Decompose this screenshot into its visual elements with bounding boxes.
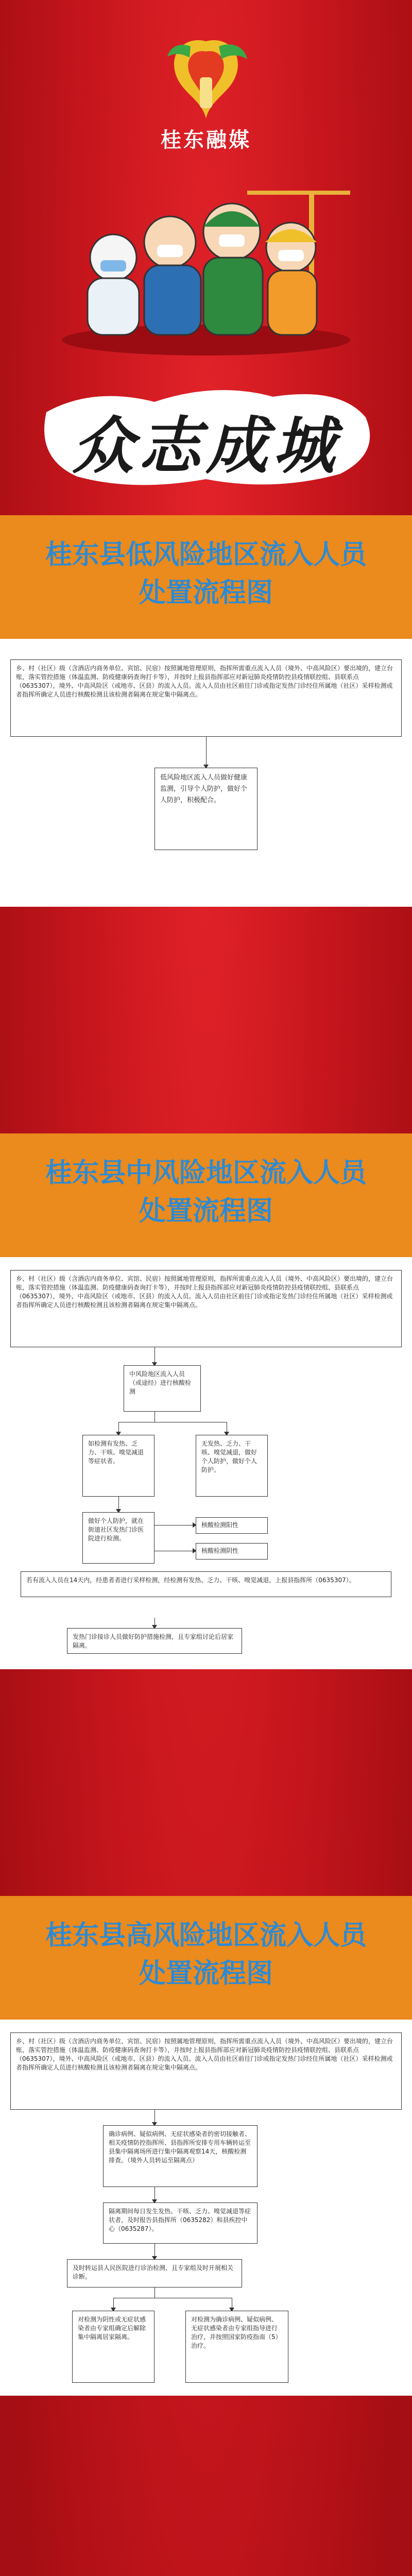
flow-box-report: 若有流入人员在14天内，经患者者进行采样检测，经检测有发热、乏力、干咳、嗅觉减退，上报县指挥所（0635307）。 bbox=[21, 1571, 391, 1597]
section-3-spacer bbox=[0, 2396, 412, 2576]
flow-arrow bbox=[154, 2187, 155, 2202]
section-2-flowchart bbox=[0, 1257, 412, 1618]
flow-connector bbox=[154, 1412, 155, 1422]
flow-arrow bbox=[154, 2244, 155, 2259]
flow-connector bbox=[154, 2287, 155, 2298]
flow-box-right: 无发热、乏力、干咳、嗅觉减退，做好个人防护，做好个人防护。 bbox=[196, 1435, 268, 1497]
section-3-title-line2: 处置流程图 bbox=[139, 1958, 273, 1989]
section-3-header bbox=[0, 1896, 412, 2020]
hero bbox=[0, 0, 412, 515]
flow-box-third: 隔离期间每日发生发热、干咳、乏力、嗅觉减退等症状者，及时报告县指挥所（0635282）和县疾控中心（0635287）。 bbox=[103, 2202, 258, 2244]
slogan: 众志成城 bbox=[72, 410, 340, 482]
flow-arrow bbox=[154, 1347, 155, 1365]
flow-arrow bbox=[154, 1525, 196, 1526]
flow-arrow bbox=[206, 737, 207, 768]
flow-box-left: 对检测为阴性或无症状感染者由专家组确定后解除集中隔离居家隔离。 bbox=[72, 2311, 154, 2383]
brand-name: 桂东融媒 bbox=[161, 128, 251, 152]
flow-box-top: 乡、村（社区）级（含酒店内商务单位、宾馆、民宿）按照属地管理原则，指挥所需重点流入人员（境外、中高风险区）要出境的，建立台账，落实管控措施（体温监测、防疫健康码查询打卡等），并按时上报县指挥部应对新冠肺炎疫情防控县疫情联控组、县联系点（0635307），境外、中高风险区（或地市、区县）的流入人员。流入人员由社区前往门诊或指定发热门诊经住所属地（社区）采样检测或者指挥所确定人员进行核酸检测且该检测者隔离在规定集中隔离点。 bbox=[10, 2032, 402, 2110]
section-1-title-line2: 处置流程图 bbox=[139, 578, 273, 608]
section-2-spacer bbox=[0, 1669, 412, 1896]
section-3-title-line1: 桂东县高风险地区流入人员 bbox=[45, 1920, 367, 1951]
flow-box-fourth: 及时转运县人民医院进行诊治检测，且专家组及时开展相关诊断。 bbox=[67, 2259, 242, 2287]
flow-arrow bbox=[118, 1497, 119, 1512]
flow-box-second: 确诊病例、疑似病例、无症状感染者的密切接触者、相关疫情防控指挥所、县指挥所安排专用车辆转运至县集中隔离场所进行集中隔离观察14天，核酸检测排查。（境外人员转运至隔离点） bbox=[103, 2125, 258, 2187]
flow-box-mid: 中风险地区流入人员（或途经）进行核酸检测 bbox=[124, 1365, 201, 1412]
section-1-header bbox=[0, 515, 412, 639]
flow-box-final: 发热门诊接诊人员做好防护措施检测，且专家组讨论后居家隔离。 bbox=[67, 1628, 242, 1654]
flow-box-right: 对检测为确诊病例、疑似病例、无症状感染者由专家组指导进行治疗，并按照国家防疫指南（5）治疗。 bbox=[185, 2311, 288, 2383]
brand-logo-icon bbox=[129, 31, 283, 129]
flow-arrow bbox=[118, 1422, 119, 1435]
section-2-title-line2: 处置流程图 bbox=[139, 1196, 273, 1227]
section-2-title-line1: 桂东县中风险地区流入人员 bbox=[45, 1158, 367, 1189]
flow-box-second: 低风险地区流入人员做好健康监测，引导个人防护，做好个人防护，积极配合。 bbox=[154, 768, 258, 850]
section-1-flowchart bbox=[0, 639, 412, 907]
flow-arrow bbox=[113, 2298, 114, 2311]
flow-box-positive: 核酸检测阳性 bbox=[196, 1517, 268, 1534]
flow-arrow bbox=[154, 2110, 155, 2125]
section-3-flowchart bbox=[0, 2020, 412, 2396]
flow-arrow bbox=[154, 1618, 155, 1628]
section-1-title-line1: 桂东县低风险地区流入人员 bbox=[45, 539, 367, 570]
section-2-header bbox=[0, 1133, 412, 1257]
medical-workers-illustration bbox=[52, 170, 360, 355]
section-2-flowchart-end bbox=[0, 1618, 412, 1669]
flow-box-lower-left: 做好个人防护，就在街道社区发热门诊医院进行检测。 bbox=[82, 1512, 154, 1564]
flow-box-left: 如检测有发热、乏力、干咳、嗅觉减退等症状者。 bbox=[82, 1435, 154, 1497]
section-1-spacer bbox=[0, 907, 412, 1133]
flow-box-top: 乡、村（社区）级（含酒店内商务单位、宾馆、民宿）按照属地管理原则，指挥所需重点流入人员（境外、中高风险区）要出境的，建立台账，落实管控措施（体温监测、防疫健康码查询打卡等），并按时上报县指挥部应对新冠肺炎疫情防控县疫情联控组、县联系点（0635307），境外、中高风险区（或地市、区县）的流入人员。流入人员由社区前往门诊或指定发热门诊经住所属地（社区）采样检测或者指挥所确定人员进行核酸检测且该检测者隔离在规定集中隔离点。 bbox=[10, 659, 402, 737]
flow-box-top: 乡、村（社区）级（含酒店内商务单位、宾馆、民宿）按照属地管理原则，指挥所需重点流入人员（境外、中高风险区）要出境的，建立台账，落实管控措施（体温监测、防疫健康码查询打卡等），并按时上报县指挥部应对新冠肺炎疫情防控县疫情联控组、县联系点（0635307），境外、中高风险区（或地市、区县）的流入人员。流入人员由社区前往门诊或指定发热门诊经住所属地（社区）采样检测或者指挥所确定人员进行核酸检测且该检测者隔离在规定集中隔离点。 bbox=[10, 1270, 402, 1347]
flow-box-negative: 核酸检测阴性 bbox=[196, 1543, 268, 1560]
